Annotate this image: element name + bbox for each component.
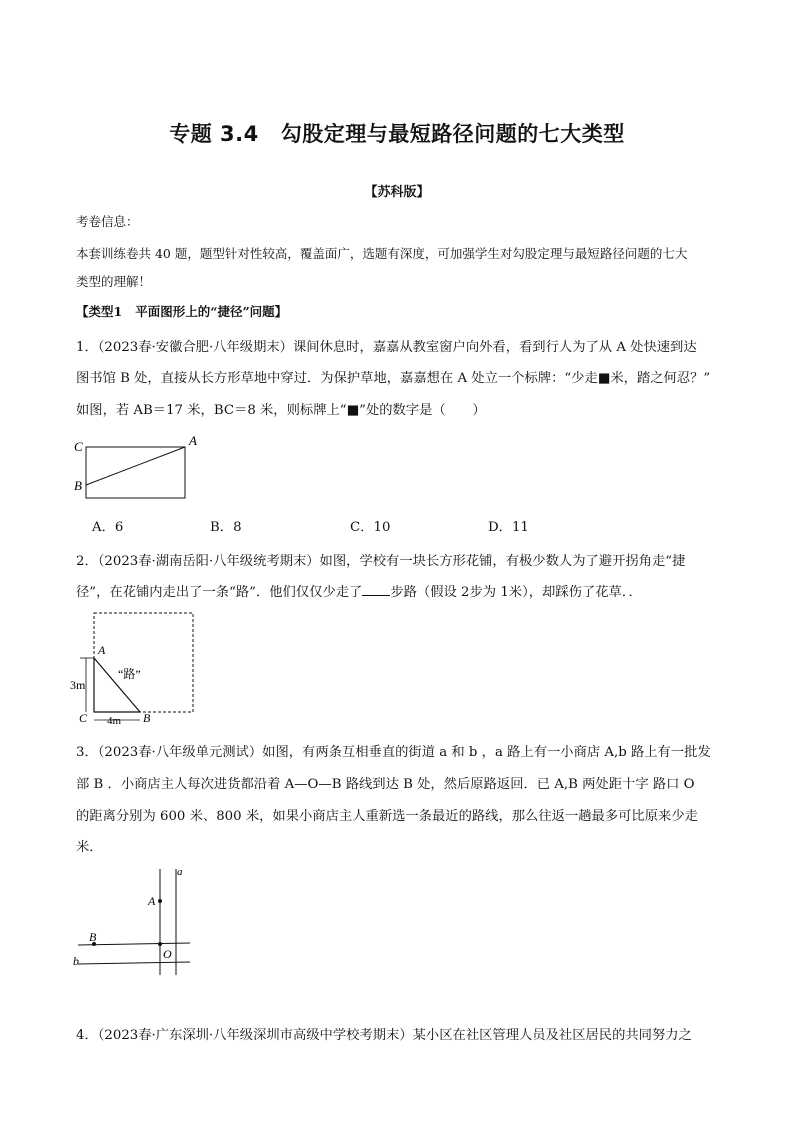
q2-label-3m: 3m [70,678,86,692]
q4-line-1: 4．（2023春·广东深圳·八年级深圳市高级中学校考期末）某小区在社区管理人员及社区居民的共同努力之 [76,1028,692,1043]
option-value: 8 [233,520,242,535]
q2-label-road: “路” [118,667,141,681]
q3-label-street-a: a [177,866,183,878]
q2-line-2-end: 步路（假设 2步为 1米），却踩伤了花草．． [390,585,642,600]
edition-label: 【苏科版】 [364,185,430,200]
q1-label-c: C [74,439,83,454]
intro-heading: 考卷信息： [76,214,139,229]
q3-label-street-b: b [73,954,79,968]
option-value: 6 [114,520,124,535]
title-main: 勾股定理与最短路径问题的七大类型 [280,122,625,146]
q3-line-1: 3．（2023春·八年级单元测试）如图，有两条互相垂直的街道 a 和 b ，a 路上有一小商店 A,b 路上有一批发 [76,745,711,760]
option-letter: B [210,520,220,535]
q2-figure [70,610,200,725]
q3-label-b: B [89,930,97,944]
q1-line-2: 图书馆 B 处，直接从长方形草地中穿过．为保护草地，嘉嘉想在 A 处立一个标牌：“少走■米，踏之何忍？” [76,371,711,386]
q1-line-1: 1．（2023春·安徽合肥·八年级期末）课间休息时，嘉嘉从教室窗户向外看，看到行人为了从 A 处快速到达 [76,340,697,355]
q2-label-4m: 4m [107,715,122,725]
option-value: 11 [511,520,529,535]
q2-flower-bed [94,613,193,712]
q3-point-o [158,942,162,946]
intro-line-1: 本套训练卷共 40 题，题型针对性较高，覆盖面广，选题有深度，可加强学生对勾股定理与最短路径问题的七大 [76,246,688,261]
q2-label-c: C [79,711,88,725]
section-heading-type1 [76,302,287,320]
q2-label-a: A [98,643,106,657]
option-letter: C [350,520,361,535]
title-prefix: 专题 3.4 [169,122,259,146]
q1-diagonal-path [86,447,185,485]
page-title [0,118,794,148]
q3-line-3: 的距离分别为 600 米、800 米，如果小商店主人重新选一条最近的路线，那么往返一趟最多可比原来少走 [76,809,698,824]
q3-label-a: A [148,894,156,908]
q1-option-d[interactable]: D．11 [488,520,529,535]
q2-label-b: B [143,711,151,725]
answer-blank[interactable] [362,581,390,596]
q1-label-a: A [189,433,197,448]
q1-figure [70,430,200,510]
section-label: 【类型1 [76,304,123,319]
q1-label-b: B [74,478,82,493]
intro-line-2: 类型的理解！ [76,274,152,289]
q1-option-a[interactable]: A．6 [92,520,124,535]
q2-line-1: 2．（2023春·湖南岳阳·八年级统考期末）如图，学校有一块长方形花铺，有极少数人为了避开拐角走“捷 [76,554,686,569]
option-letter: D [488,520,499,535]
q3-label-o: O [163,947,172,961]
q2-line-2 [76,578,736,607]
q1-line-3: 如图，若 AB＝17 米，BC＝8 米，则标牌上“■”处的数字是（ ） [76,403,486,418]
q2-line-2-start: 径”，在花铺内走出了一条“路”．他们仅仅少走了 [76,585,363,600]
q3-figure [68,865,198,977]
q3-point-a [158,899,162,903]
section-title: 平面图形上的“捷径”问题】 [135,304,288,319]
q3-line-4: 米． [76,840,103,855]
q1-option-c[interactable]: C．10 [350,520,391,535]
q1-rectangle [86,447,185,498]
option-value: 10 [373,520,391,535]
q3-line-2: 部 B ．小商店主人每次进货都沿着 A—O—B 路线到达 B 处，然后原路返回．已 A,B 两处距十字 路口 O [76,777,695,792]
q3-street-b-bottom [78,962,190,964]
q1-option-b[interactable]: B．8 [210,520,242,535]
option-letter: A [92,520,102,535]
